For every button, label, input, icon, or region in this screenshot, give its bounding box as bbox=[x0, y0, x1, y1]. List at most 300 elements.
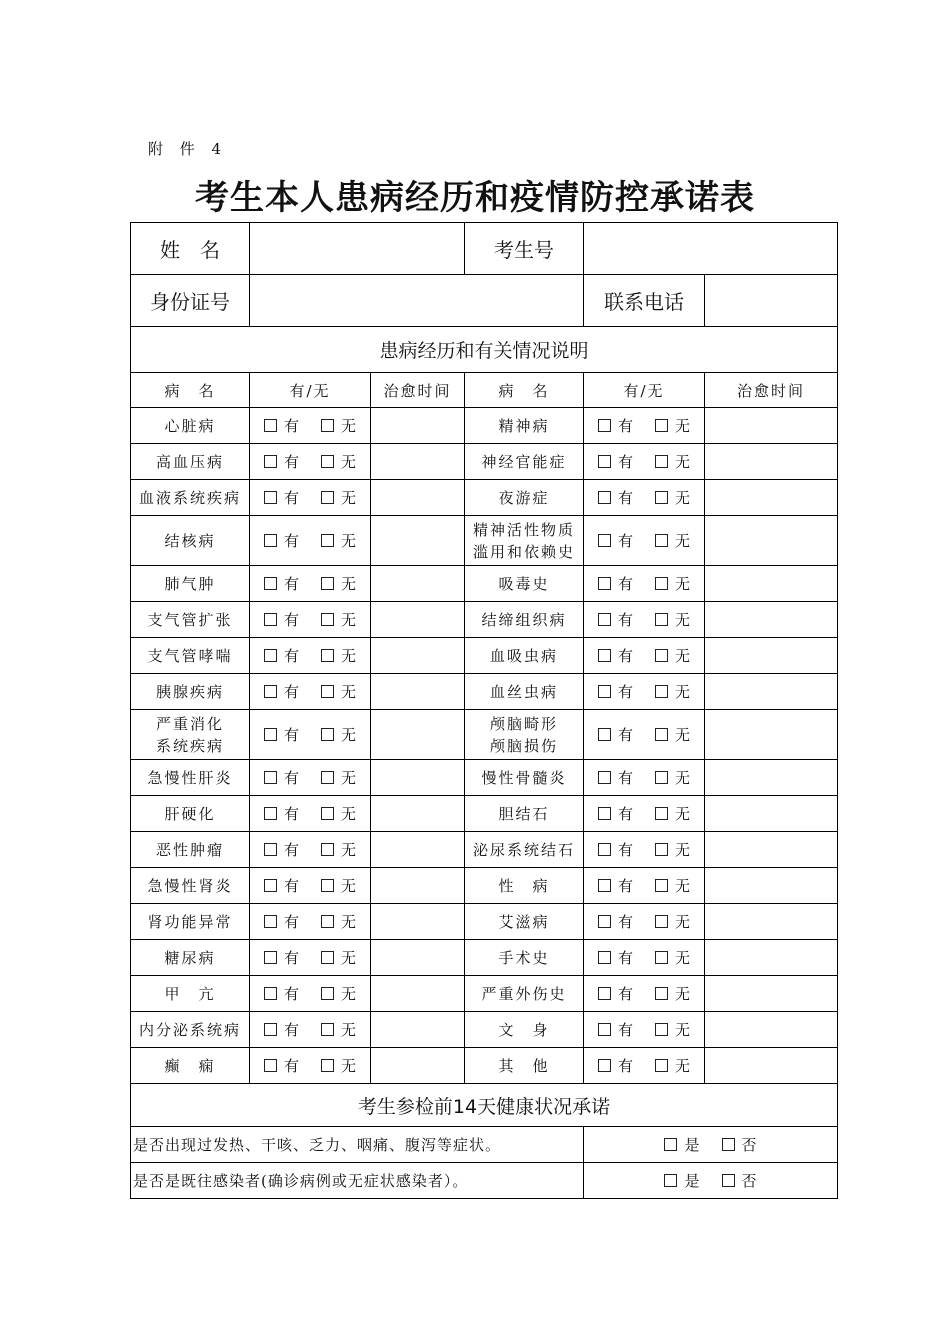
disease-yes-label: 有 bbox=[617, 575, 633, 593]
cure-time-field-right[interactable] bbox=[705, 832, 838, 868]
disease-no-label: 无 bbox=[675, 647, 691, 665]
disease-no-checkbox[interactable] bbox=[321, 649, 334, 662]
disease-name-right: 夜游症 bbox=[465, 480, 584, 516]
row-id-phone bbox=[131, 275, 838, 327]
disease-no-checkbox[interactable] bbox=[321, 728, 334, 741]
disease-no-checkbox[interactable] bbox=[655, 577, 668, 590]
disease-name-right: 神经官能症 bbox=[465, 444, 584, 480]
disease-yes-checkbox[interactable] bbox=[598, 951, 611, 964]
disease-yes-checkbox[interactable] bbox=[598, 1023, 611, 1036]
col-disease-name-right: 病 名 bbox=[465, 373, 584, 408]
disease-yes-checkbox[interactable] bbox=[264, 728, 277, 741]
disease-no-label: 无 bbox=[341, 841, 357, 859]
disease-name-right: 严重外伤史 bbox=[465, 976, 584, 1012]
disease-no-checkbox[interactable] bbox=[655, 649, 668, 662]
exam-id-field[interactable] bbox=[584, 223, 838, 275]
disease-name-right: 胆结石 bbox=[465, 796, 584, 832]
cure-time-field-left[interactable] bbox=[371, 904, 465, 940]
disease-yes-checkbox[interactable] bbox=[598, 915, 611, 928]
disease-no-checkbox[interactable] bbox=[321, 843, 334, 856]
cure-time-field-right[interactable] bbox=[705, 868, 838, 904]
health-no-label: 否 bbox=[741, 1172, 757, 1190]
disease-yes-label: 有 bbox=[617, 805, 633, 823]
disease-yes-label: 有 bbox=[617, 683, 633, 701]
disease-yes-no-left bbox=[250, 940, 371, 976]
health-yes-label: 是 bbox=[684, 1172, 700, 1190]
disease-name-left: 肾功能异常 bbox=[131, 904, 250, 940]
disease-no-checkbox[interactable] bbox=[655, 1023, 668, 1036]
cure-time-field-left[interactable] bbox=[371, 602, 465, 638]
disease-yes-no-left bbox=[250, 868, 371, 904]
disease-yes-label: 有 bbox=[283, 841, 299, 859]
cure-time-field-right[interactable] bbox=[705, 516, 838, 566]
cure-time-field-right[interactable] bbox=[705, 674, 838, 710]
disease-no-checkbox[interactable] bbox=[321, 879, 334, 892]
disease-name-right: 吸毒史 bbox=[465, 566, 584, 602]
cure-time-field-right[interactable] bbox=[705, 760, 838, 796]
health-yes-checkbox[interactable] bbox=[664, 1138, 677, 1151]
disease-no-label: 无 bbox=[341, 453, 357, 471]
disease-no-label: 无 bbox=[341, 417, 357, 435]
disease-yes-checkbox[interactable] bbox=[264, 807, 277, 820]
disease-yes-no-left bbox=[250, 976, 371, 1012]
disease-no-label: 无 bbox=[675, 805, 691, 823]
disease-name-left: 肝硬化 bbox=[131, 796, 250, 832]
disease-yes-label: 有 bbox=[617, 949, 633, 967]
cure-time-field-left[interactable] bbox=[371, 674, 465, 710]
disease-no-label: 无 bbox=[341, 611, 357, 629]
disease-section-row bbox=[131, 327, 838, 373]
disease-name-left: 急慢性肝炎 bbox=[131, 760, 250, 796]
disease-yes-label: 有 bbox=[283, 805, 299, 823]
disease-no-checkbox[interactable] bbox=[321, 915, 334, 928]
disease-yes-label: 有 bbox=[617, 1057, 633, 1075]
disease-yes-checkbox[interactable] bbox=[264, 685, 277, 698]
cure-time-field-right[interactable] bbox=[705, 602, 838, 638]
disease-yes-checkbox[interactable] bbox=[598, 455, 611, 468]
disease-yes-checkbox[interactable] bbox=[264, 577, 277, 590]
disease-row bbox=[131, 832, 838, 868]
disease-yes-checkbox[interactable] bbox=[598, 807, 611, 820]
disease-name-right: 结缔组织病 bbox=[465, 602, 584, 638]
col-cure-time-left: 治愈时间 bbox=[371, 373, 465, 408]
disease-yes-checkbox[interactable] bbox=[264, 419, 277, 432]
disease-yes-label: 有 bbox=[283, 1021, 299, 1039]
disease-yes-no-left bbox=[250, 710, 371, 760]
cure-time-field-right[interactable] bbox=[705, 480, 838, 516]
disease-yes-label: 有 bbox=[283, 985, 299, 1003]
disease-no-checkbox[interactable] bbox=[321, 951, 334, 964]
disease-no-label: 无 bbox=[675, 417, 691, 435]
disease-name-left: 急慢性肾炎 bbox=[131, 868, 250, 904]
disease-yes-checkbox[interactable] bbox=[598, 843, 611, 856]
row-name bbox=[131, 223, 838, 275]
disease-no-label: 无 bbox=[675, 913, 691, 931]
disease-no-checkbox[interactable] bbox=[321, 1059, 334, 1072]
disease-yes-no-left bbox=[250, 408, 371, 444]
disease-yes-no-left bbox=[250, 480, 371, 516]
disease-name-right: 精神活性物质 滥用和依赖史 bbox=[465, 516, 584, 566]
disease-yes-label: 有 bbox=[617, 877, 633, 895]
cure-time-field-left[interactable] bbox=[371, 868, 465, 904]
disease-yes-label: 有 bbox=[283, 877, 299, 895]
cure-time-field-left[interactable] bbox=[371, 566, 465, 602]
disease-yes-no-right bbox=[584, 1012, 705, 1048]
disease-no-checkbox[interactable] bbox=[655, 843, 668, 856]
cure-time-field-left[interactable] bbox=[371, 760, 465, 796]
disease-yes-label: 有 bbox=[283, 769, 299, 787]
disease-yes-checkbox[interactable] bbox=[264, 987, 277, 1000]
disease-no-label: 无 bbox=[675, 841, 691, 859]
disease-row bbox=[131, 976, 838, 1012]
disease-yes-checkbox[interactable] bbox=[264, 455, 277, 468]
disease-no-checkbox[interactable] bbox=[655, 455, 668, 468]
disease-yes-label: 有 bbox=[283, 647, 299, 665]
disease-row bbox=[131, 760, 838, 796]
disease-yes-checkbox[interactable] bbox=[264, 915, 277, 928]
disease-name-right: 文 身 bbox=[465, 1012, 584, 1048]
disease-yes-checkbox[interactable] bbox=[598, 491, 611, 504]
cure-time-field-right[interactable] bbox=[705, 566, 838, 602]
disease-section-title: 患病经历和有关情况说明 bbox=[131, 327, 838, 373]
disease-yes-label: 有 bbox=[283, 913, 299, 931]
name-label: 姓 名 bbox=[131, 223, 250, 275]
disease-yes-checkbox[interactable] bbox=[264, 1059, 277, 1072]
disease-no-checkbox[interactable] bbox=[321, 1023, 334, 1036]
disease-yes-checkbox[interactable] bbox=[598, 534, 611, 547]
disease-yes-checkbox[interactable] bbox=[598, 728, 611, 741]
attachment-label: 附 件 4 bbox=[148, 140, 228, 158]
disease-no-label: 无 bbox=[341, 489, 357, 507]
cure-time-field-right[interactable] bbox=[705, 444, 838, 480]
cure-time-field-left[interactable] bbox=[371, 710, 465, 760]
disease-no-checkbox[interactable] bbox=[321, 455, 334, 468]
disease-yes-checkbox[interactable] bbox=[598, 771, 611, 784]
disease-name-right: 慢性骨髓炎 bbox=[465, 760, 584, 796]
disease-no-checkbox[interactable] bbox=[655, 534, 668, 547]
disease-yes-no-left bbox=[250, 566, 371, 602]
disease-yes-checkbox[interactable] bbox=[598, 685, 611, 698]
disease-no-label: 无 bbox=[341, 726, 357, 744]
disease-yes-label: 有 bbox=[283, 1057, 299, 1075]
disease-yes-no-right bbox=[584, 940, 705, 976]
health-no-checkbox[interactable] bbox=[722, 1138, 735, 1151]
disease-no-checkbox[interactable] bbox=[655, 915, 668, 928]
disease-yes-label: 有 bbox=[617, 453, 633, 471]
disease-yes-no-right bbox=[584, 868, 705, 904]
disease-no-label: 无 bbox=[341, 1057, 357, 1075]
cure-time-field-right[interactable] bbox=[705, 796, 838, 832]
disease-row bbox=[131, 1012, 838, 1048]
disease-no-checkbox[interactable] bbox=[655, 613, 668, 626]
disease-yes-no-left bbox=[250, 638, 371, 674]
disease-name-left: 支气管扩张 bbox=[131, 602, 250, 638]
disease-no-label: 无 bbox=[341, 532, 357, 550]
disease-yes-no-left bbox=[250, 1012, 371, 1048]
disease-yes-checkbox[interactable] bbox=[598, 649, 611, 662]
cure-time-field-left[interactable] bbox=[371, 638, 465, 674]
disease-yes-no-left bbox=[250, 674, 371, 710]
health-section-title: 考生参检前14天健康状况承诺 bbox=[131, 1084, 838, 1127]
disease-yes-label: 有 bbox=[617, 489, 633, 507]
disease-yes-checkbox[interactable] bbox=[264, 613, 277, 626]
disease-name-right: 手术史 bbox=[465, 940, 584, 976]
disease-name-left: 胰腺疾病 bbox=[131, 674, 250, 710]
disease-yes-label: 有 bbox=[283, 575, 299, 593]
disease-name-right: 泌尿系统结石 bbox=[465, 832, 584, 868]
health-question-row bbox=[131, 1127, 838, 1163]
disease-yes-no-right bbox=[584, 602, 705, 638]
disease-no-label: 无 bbox=[675, 611, 691, 629]
disease-yes-checkbox[interactable] bbox=[598, 577, 611, 590]
disease-yes-label: 有 bbox=[283, 683, 299, 701]
disease-row bbox=[131, 796, 838, 832]
cure-time-field-right[interactable] bbox=[705, 940, 838, 976]
disease-yes-label: 有 bbox=[617, 726, 633, 744]
disease-name-right: 性 病 bbox=[465, 868, 584, 904]
disease-row bbox=[131, 1048, 838, 1084]
disease-yes-no-left bbox=[250, 602, 371, 638]
disease-yes-checkbox[interactable] bbox=[264, 951, 277, 964]
disease-no-checkbox[interactable] bbox=[655, 728, 668, 741]
cure-time-field-left[interactable] bbox=[371, 408, 465, 444]
cure-time-field-right[interactable] bbox=[705, 976, 838, 1012]
disease-no-label: 无 bbox=[341, 1021, 357, 1039]
exam-id-label: 考生号 bbox=[465, 223, 584, 275]
disease-yes-checkbox[interactable] bbox=[598, 1059, 611, 1072]
disease-no-checkbox[interactable] bbox=[655, 685, 668, 698]
disease-yes-label: 有 bbox=[283, 532, 299, 550]
cure-time-field-left[interactable] bbox=[371, 1048, 465, 1084]
disease-yes-no-right bbox=[584, 1048, 705, 1084]
cure-time-field-left[interactable] bbox=[371, 444, 465, 480]
disease-no-checkbox[interactable] bbox=[655, 807, 668, 820]
disease-no-label: 无 bbox=[675, 985, 691, 1003]
disease-yes-no-right bbox=[584, 444, 705, 480]
cure-time-field-left[interactable] bbox=[371, 480, 465, 516]
disease-yes-label: 有 bbox=[617, 417, 633, 435]
disease-yes-label: 有 bbox=[283, 611, 299, 629]
disease-no-label: 无 bbox=[675, 949, 691, 967]
disease-yes-no-right bbox=[584, 638, 705, 674]
disease-no-label: 无 bbox=[675, 489, 691, 507]
disease-yes-label: 有 bbox=[617, 611, 633, 629]
disease-name-right: 颅脑畸形 颅脑损伤 bbox=[465, 710, 584, 760]
col-cure-time-right: 治愈时间 bbox=[705, 373, 838, 408]
disease-row bbox=[131, 566, 838, 602]
disease-row bbox=[131, 710, 838, 760]
disease-no-label: 无 bbox=[675, 726, 691, 744]
disease-yes-no-left bbox=[250, 760, 371, 796]
disease-no-label: 无 bbox=[341, 683, 357, 701]
disease-yes-no-right bbox=[584, 480, 705, 516]
disease-name-right: 血丝虫病 bbox=[465, 674, 584, 710]
disease-no-checkbox[interactable] bbox=[321, 807, 334, 820]
cure-time-field-left[interactable] bbox=[371, 516, 465, 566]
disease-yes-no-right bbox=[584, 408, 705, 444]
disease-yes-label: 有 bbox=[617, 532, 633, 550]
disease-no-label: 无 bbox=[341, 575, 357, 593]
disease-name-left: 内分泌系统病 bbox=[131, 1012, 250, 1048]
disease-name-left: 结核病 bbox=[131, 516, 250, 566]
disease-yes-checkbox[interactable] bbox=[264, 771, 277, 784]
disease-row bbox=[131, 940, 838, 976]
form-title: 考生本人患病经历和疫情防控承诺表 bbox=[195, 178, 755, 218]
disease-no-checkbox[interactable] bbox=[655, 419, 668, 432]
disease-no-label: 无 bbox=[341, 913, 357, 931]
disease-yes-checkbox[interactable] bbox=[264, 534, 277, 547]
disease-no-label: 无 bbox=[675, 575, 691, 593]
disease-no-label: 无 bbox=[341, 647, 357, 665]
disease-no-label: 无 bbox=[675, 1021, 691, 1039]
disease-no-checkbox[interactable] bbox=[321, 685, 334, 698]
health-answer bbox=[584, 1127, 838, 1163]
cure-time-field-right[interactable] bbox=[705, 1012, 838, 1048]
disease-no-label: 无 bbox=[341, 949, 357, 967]
cure-time-field-left[interactable] bbox=[371, 1012, 465, 1048]
disease-yes-label: 有 bbox=[617, 1021, 633, 1039]
disease-yes-no-right bbox=[584, 760, 705, 796]
disease-yes-no-right bbox=[584, 904, 705, 940]
col-yes-no-left: 有/无 bbox=[250, 373, 371, 408]
disease-yes-label: 有 bbox=[283, 949, 299, 967]
disease-no-label: 无 bbox=[675, 1057, 691, 1075]
disease-no-checkbox[interactable] bbox=[655, 951, 668, 964]
health-no-checkbox[interactable] bbox=[722, 1174, 735, 1187]
disease-name-right: 血吸虫病 bbox=[465, 638, 584, 674]
cure-time-field-right[interactable] bbox=[705, 638, 838, 674]
disease-no-checkbox[interactable] bbox=[655, 771, 668, 784]
disease-no-checkbox[interactable] bbox=[655, 879, 668, 892]
cure-time-field-left[interactable] bbox=[371, 796, 465, 832]
disease-no-label: 无 bbox=[675, 453, 691, 471]
id-card-label: 身份证号 bbox=[131, 275, 250, 327]
health-yes-checkbox[interactable] bbox=[664, 1174, 677, 1187]
disease-yes-no-right bbox=[584, 796, 705, 832]
col-yes-no-right: 有/无 bbox=[584, 373, 705, 408]
disease-no-label: 无 bbox=[341, 769, 357, 787]
disease-yes-label: 有 bbox=[283, 726, 299, 744]
disease-yes-label: 有 bbox=[283, 489, 299, 507]
disease-no-label: 无 bbox=[341, 805, 357, 823]
id-card-field[interactable] bbox=[250, 275, 584, 327]
disease-yes-label: 有 bbox=[617, 913, 633, 931]
disease-no-checkbox[interactable] bbox=[321, 534, 334, 547]
health-no-label: 否 bbox=[741, 1136, 757, 1154]
disease-no-label: 无 bbox=[675, 877, 691, 895]
disease-no-checkbox[interactable] bbox=[321, 613, 334, 626]
disease-yes-no-right bbox=[584, 976, 705, 1012]
disease-no-checkbox[interactable] bbox=[655, 1059, 668, 1072]
disease-name-left: 糖尿病 bbox=[131, 940, 250, 976]
cure-time-field-right[interactable] bbox=[705, 408, 838, 444]
disease-name-left: 心脏病 bbox=[131, 408, 250, 444]
cure-time-field-left[interactable] bbox=[371, 832, 465, 868]
disease-yes-no-left bbox=[250, 444, 371, 480]
cure-time-field-right[interactable] bbox=[705, 1048, 838, 1084]
disease-yes-label: 有 bbox=[617, 769, 633, 787]
disease-yes-checkbox[interactable] bbox=[264, 1023, 277, 1036]
disease-no-checkbox[interactable] bbox=[321, 491, 334, 504]
disease-yes-no-right bbox=[584, 674, 705, 710]
name-field[interactable] bbox=[250, 223, 465, 275]
phone-field[interactable] bbox=[705, 275, 838, 327]
disease-no-label: 无 bbox=[341, 877, 357, 895]
disease-yes-no-left bbox=[250, 1048, 371, 1084]
disease-yes-no-right bbox=[584, 516, 705, 566]
disease-no-checkbox[interactable] bbox=[321, 419, 334, 432]
disease-yes-checkbox[interactable] bbox=[264, 843, 277, 856]
disease-row bbox=[131, 480, 838, 516]
disease-row bbox=[131, 444, 838, 480]
disease-row bbox=[131, 602, 838, 638]
disease-yes-checkbox[interactable] bbox=[598, 987, 611, 1000]
cure-time-field-left[interactable] bbox=[371, 940, 465, 976]
health-answer bbox=[584, 1163, 838, 1199]
disease-no-checkbox[interactable] bbox=[655, 987, 668, 1000]
disease-yes-no-left bbox=[250, 904, 371, 940]
disease-name-left: 血液系统疾病 bbox=[131, 480, 250, 516]
disease-yes-label: 有 bbox=[283, 453, 299, 471]
health-question-text: 是否是既往感染者(确诊病例或无症状感染者）。 bbox=[131, 1163, 584, 1199]
disease-yes-checkbox[interactable] bbox=[598, 613, 611, 626]
disease-no-label: 无 bbox=[675, 769, 691, 787]
disease-no-checkbox[interactable] bbox=[321, 987, 334, 1000]
cure-time-field-right[interactable] bbox=[705, 710, 838, 760]
disease-yes-label: 有 bbox=[617, 985, 633, 1003]
disease-name-left: 严重消化 系统疾病 bbox=[131, 710, 250, 760]
phone-label: 联系电话 bbox=[584, 275, 705, 327]
disease-name-left: 甲 亢 bbox=[131, 976, 250, 1012]
col-disease-name-left: 病 名 bbox=[131, 373, 250, 408]
disease-yes-checkbox[interactable] bbox=[598, 879, 611, 892]
disease-row bbox=[131, 408, 838, 444]
commitment-form-table bbox=[130, 222, 838, 1199]
disease-row bbox=[131, 674, 838, 710]
disease-yes-no-left bbox=[250, 832, 371, 868]
disease-no-label: 无 bbox=[675, 532, 691, 550]
disease-row bbox=[131, 868, 838, 904]
disease-yes-label: 有 bbox=[617, 647, 633, 665]
disease-no-label: 无 bbox=[341, 985, 357, 1003]
disease-column-header-row bbox=[131, 373, 838, 408]
disease-yes-no-right bbox=[584, 566, 705, 602]
disease-yes-checkbox[interactable] bbox=[264, 879, 277, 892]
disease-yes-label: 有 bbox=[617, 841, 633, 859]
disease-name-right: 艾滋病 bbox=[465, 904, 584, 940]
disease-name-left: 肺气肿 bbox=[131, 566, 250, 602]
disease-row bbox=[131, 638, 838, 674]
disease-name-right: 其 他 bbox=[465, 1048, 584, 1084]
disease-no-checkbox[interactable] bbox=[321, 577, 334, 590]
disease-no-checkbox[interactable] bbox=[321, 771, 334, 784]
disease-name-left: 癫 痫 bbox=[131, 1048, 250, 1084]
health-yes-label: 是 bbox=[684, 1136, 700, 1154]
cure-time-field-left[interactable] bbox=[371, 976, 465, 1012]
health-question-row bbox=[131, 1163, 838, 1199]
disease-yes-checkbox[interactable] bbox=[598, 419, 611, 432]
disease-yes-label: 有 bbox=[283, 417, 299, 435]
health-section-row bbox=[131, 1084, 838, 1127]
disease-no-checkbox[interactable] bbox=[655, 491, 668, 504]
disease-name-left: 高血压病 bbox=[131, 444, 250, 480]
disease-yes-checkbox[interactable] bbox=[264, 491, 277, 504]
disease-yes-no-right bbox=[584, 832, 705, 868]
disease-yes-no-left bbox=[250, 516, 371, 566]
cure-time-field-right[interactable] bbox=[705, 904, 838, 940]
disease-no-label: 无 bbox=[675, 683, 691, 701]
disease-yes-checkbox[interactable] bbox=[264, 649, 277, 662]
